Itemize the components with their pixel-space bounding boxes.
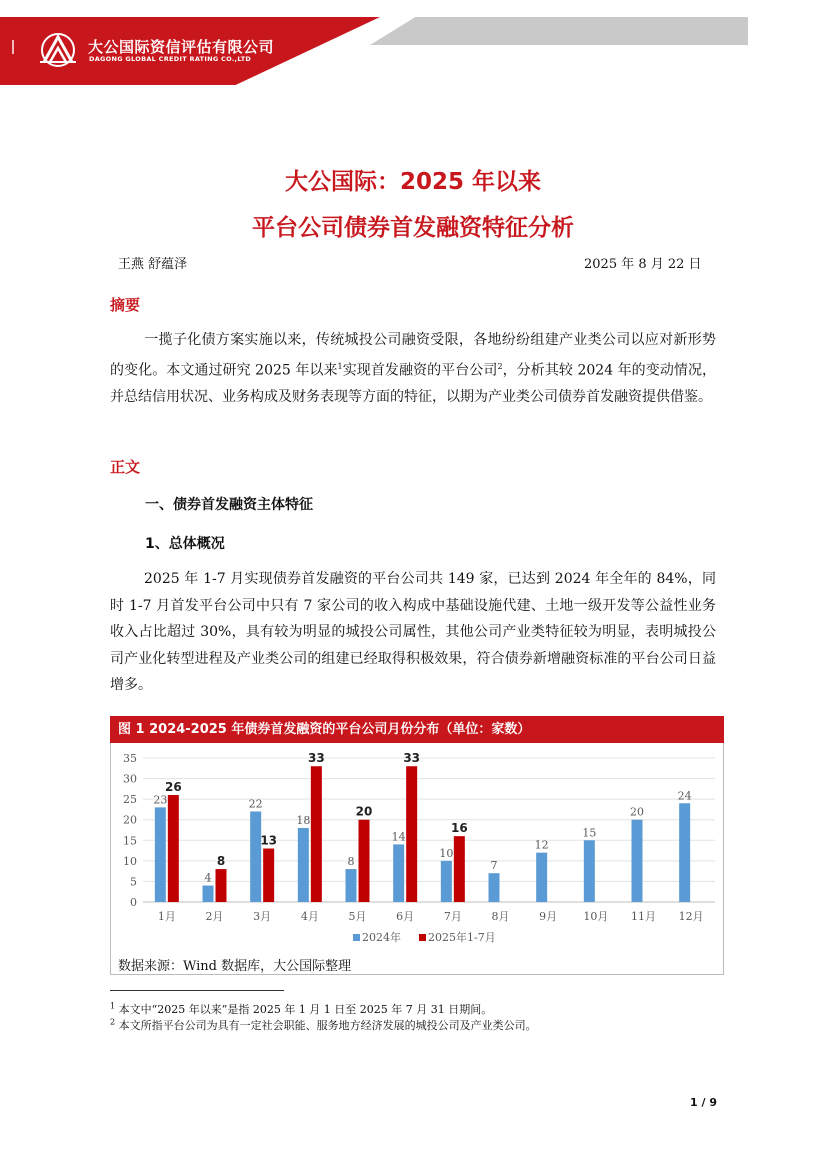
bar-2025 xyxy=(263,849,274,902)
bar-2025 xyxy=(168,795,179,902)
y-tick-label: 5 xyxy=(130,875,137,889)
bar-2025 xyxy=(454,836,465,902)
legend-label: 2024年 xyxy=(362,931,401,944)
body-paragraph-text: 2025 年 1-7 月实现债券首发融资的平台公司共 149 家，已达到 2024 年全年的 84%，同时 1-7 月首发平台公司中只有 7 家公司的收入构成中基础设施代建、土地一级开发等公益性业务收入占比超过 30%，具有较为明显的城投公司属性，其他公司产业类特征较为明显，表明城投公司产业化转型进程及产业类公司的组建已经取得积极效果，符合债券新增融资标准的平台公司日益增多。 xyxy=(110,571,716,693)
data-label: 12 xyxy=(534,838,549,852)
legend-swatch xyxy=(419,934,426,941)
x-tick-label: 6月 xyxy=(396,910,415,923)
footnote-1-text: 本文中“2025 年以来”是指 2025 年 1 月 1 日至 2025 年 7 月 31 日期间。 xyxy=(118,1003,493,1016)
footnote-1-mark: 1 xyxy=(110,1001,116,1011)
x-tick-label: 12月 xyxy=(678,910,704,923)
dagong-logo-icon xyxy=(38,32,78,68)
bar-2025 xyxy=(359,820,370,902)
subsection-heading: 1、总体概况 xyxy=(145,536,225,552)
legend-label: 2025年1-7月 xyxy=(428,931,496,944)
data-label: 24 xyxy=(677,789,692,803)
title-line-1: 大公国际：2025 年以来 xyxy=(284,169,542,195)
bar-2024 xyxy=(536,853,547,902)
bar-2024 xyxy=(441,861,452,902)
figure-source: 数据来源：Wind 数据库，大公国际整理 xyxy=(118,959,352,974)
x-tick-label: 8月 xyxy=(491,910,510,923)
figure-caption: 图 1 2024-2025 年债券首发融资的平台公司月份分布（单位：家数） xyxy=(110,716,724,743)
bar-2024 xyxy=(346,869,357,902)
bar-2024 xyxy=(155,807,166,902)
data-label: 8 xyxy=(347,855,355,869)
bar-2024 xyxy=(632,820,643,902)
y-tick-label: 35 xyxy=(123,752,137,765)
publish-date: 2025 年 8 月 22 日 xyxy=(584,257,702,272)
data-label: 33 xyxy=(307,751,325,766)
y-tick-label: 25 xyxy=(123,793,137,807)
page-number: 1 / 9 xyxy=(690,1096,717,1109)
y-tick-label: 0 xyxy=(130,896,137,909)
abstract-paragraph xyxy=(110,327,716,410)
x-tick-label: 9月 xyxy=(539,910,558,923)
legend-swatch xyxy=(353,934,360,941)
data-label: 14 xyxy=(391,830,406,844)
x-tick-label: 4月 xyxy=(300,910,319,923)
x-tick-label: 10月 xyxy=(583,910,609,923)
abstract-heading: 摘要 xyxy=(110,296,141,314)
bar-2025 xyxy=(406,766,417,902)
data-label: 20 xyxy=(630,805,644,819)
authors: 王燕 舒蕴泽 xyxy=(118,257,188,272)
y-tick-label: 10 xyxy=(123,854,137,868)
x-tick-label: 1月 xyxy=(157,910,176,923)
footnote-ref-2: 2 xyxy=(497,361,503,371)
bar-2024 xyxy=(393,844,404,902)
data-label: 8 xyxy=(216,854,226,869)
data-label: 10 xyxy=(439,846,454,860)
footnote-1 xyxy=(110,1001,492,1017)
y-tick-label: 15 xyxy=(123,834,137,848)
footnote-rule xyxy=(110,990,284,991)
data-label: 7 xyxy=(490,859,498,873)
bar-2024 xyxy=(489,873,500,902)
data-label: 13 xyxy=(260,833,278,848)
bar-2024 xyxy=(679,803,690,902)
bar-2024 xyxy=(203,886,214,902)
x-tick-label: 3月 xyxy=(253,910,272,923)
header-gray-band xyxy=(370,17,748,45)
x-tick-label: 2月 xyxy=(205,910,224,923)
data-label: 20 xyxy=(355,804,373,819)
bar-2025 xyxy=(311,766,322,902)
y-tick-label: 30 xyxy=(123,772,137,786)
company-name-cn: 大公国际资信评估有限公司 xyxy=(88,38,275,56)
data-label: 4 xyxy=(204,871,212,885)
body-heading: 正文 xyxy=(110,458,141,476)
abstract-text-c: ，分析其较 2024 年的变动情况，并总结信用状况、业务构成及财务表现等方面的特征，以期为产业类公司债券首发融资提供借鉴。 xyxy=(110,362,717,405)
bar-2024 xyxy=(298,828,309,902)
abstract-text-a: 一揽子化债方案实施以来，传统城投公司融资受限，各地纷纷组建产业类公司以应对新形势的变化。本文通过研究 2025 年以来 xyxy=(110,332,716,379)
bar-2024 xyxy=(250,811,261,902)
figure-frame xyxy=(110,743,724,975)
data-label: 33 xyxy=(403,751,421,766)
data-label: 23 xyxy=(153,793,168,807)
footnote-ref-1: 1 xyxy=(337,361,343,371)
footnote-2-mark: 2 xyxy=(110,1017,116,1027)
body-paragraph xyxy=(110,566,716,699)
abstract-text-b: 实现首发融资的平台公司 xyxy=(342,362,498,379)
data-label: 22 xyxy=(248,797,263,811)
data-label: 18 xyxy=(296,813,311,827)
header-edge-mark xyxy=(12,40,14,54)
y-tick-label: 20 xyxy=(123,813,137,827)
monthly-bar-chart xyxy=(110,743,724,975)
data-label: 26 xyxy=(164,780,182,795)
data-label: 15 xyxy=(582,826,597,840)
title-line-2: 平台公司债券首发融资特征分析 xyxy=(252,215,574,241)
bar-2024 xyxy=(584,840,595,902)
x-tick-label: 7月 xyxy=(443,910,462,923)
bar-2025 xyxy=(216,869,227,902)
footnote-2-text: 本文所指平台公司为具有一定社会职能、服务地方经济发展的城投公司及产业类公司。 xyxy=(118,1019,537,1032)
footnote-2 xyxy=(110,1017,537,1033)
x-tick-label: 11月 xyxy=(631,910,656,923)
x-tick-label: 5月 xyxy=(348,910,367,923)
data-label: 16 xyxy=(450,821,468,836)
section-heading: 一、债券首发融资主体特征 xyxy=(145,497,313,513)
company-name-en: DAGONG GLOBAL CREDIT RATING CO.,LTD xyxy=(89,55,252,63)
